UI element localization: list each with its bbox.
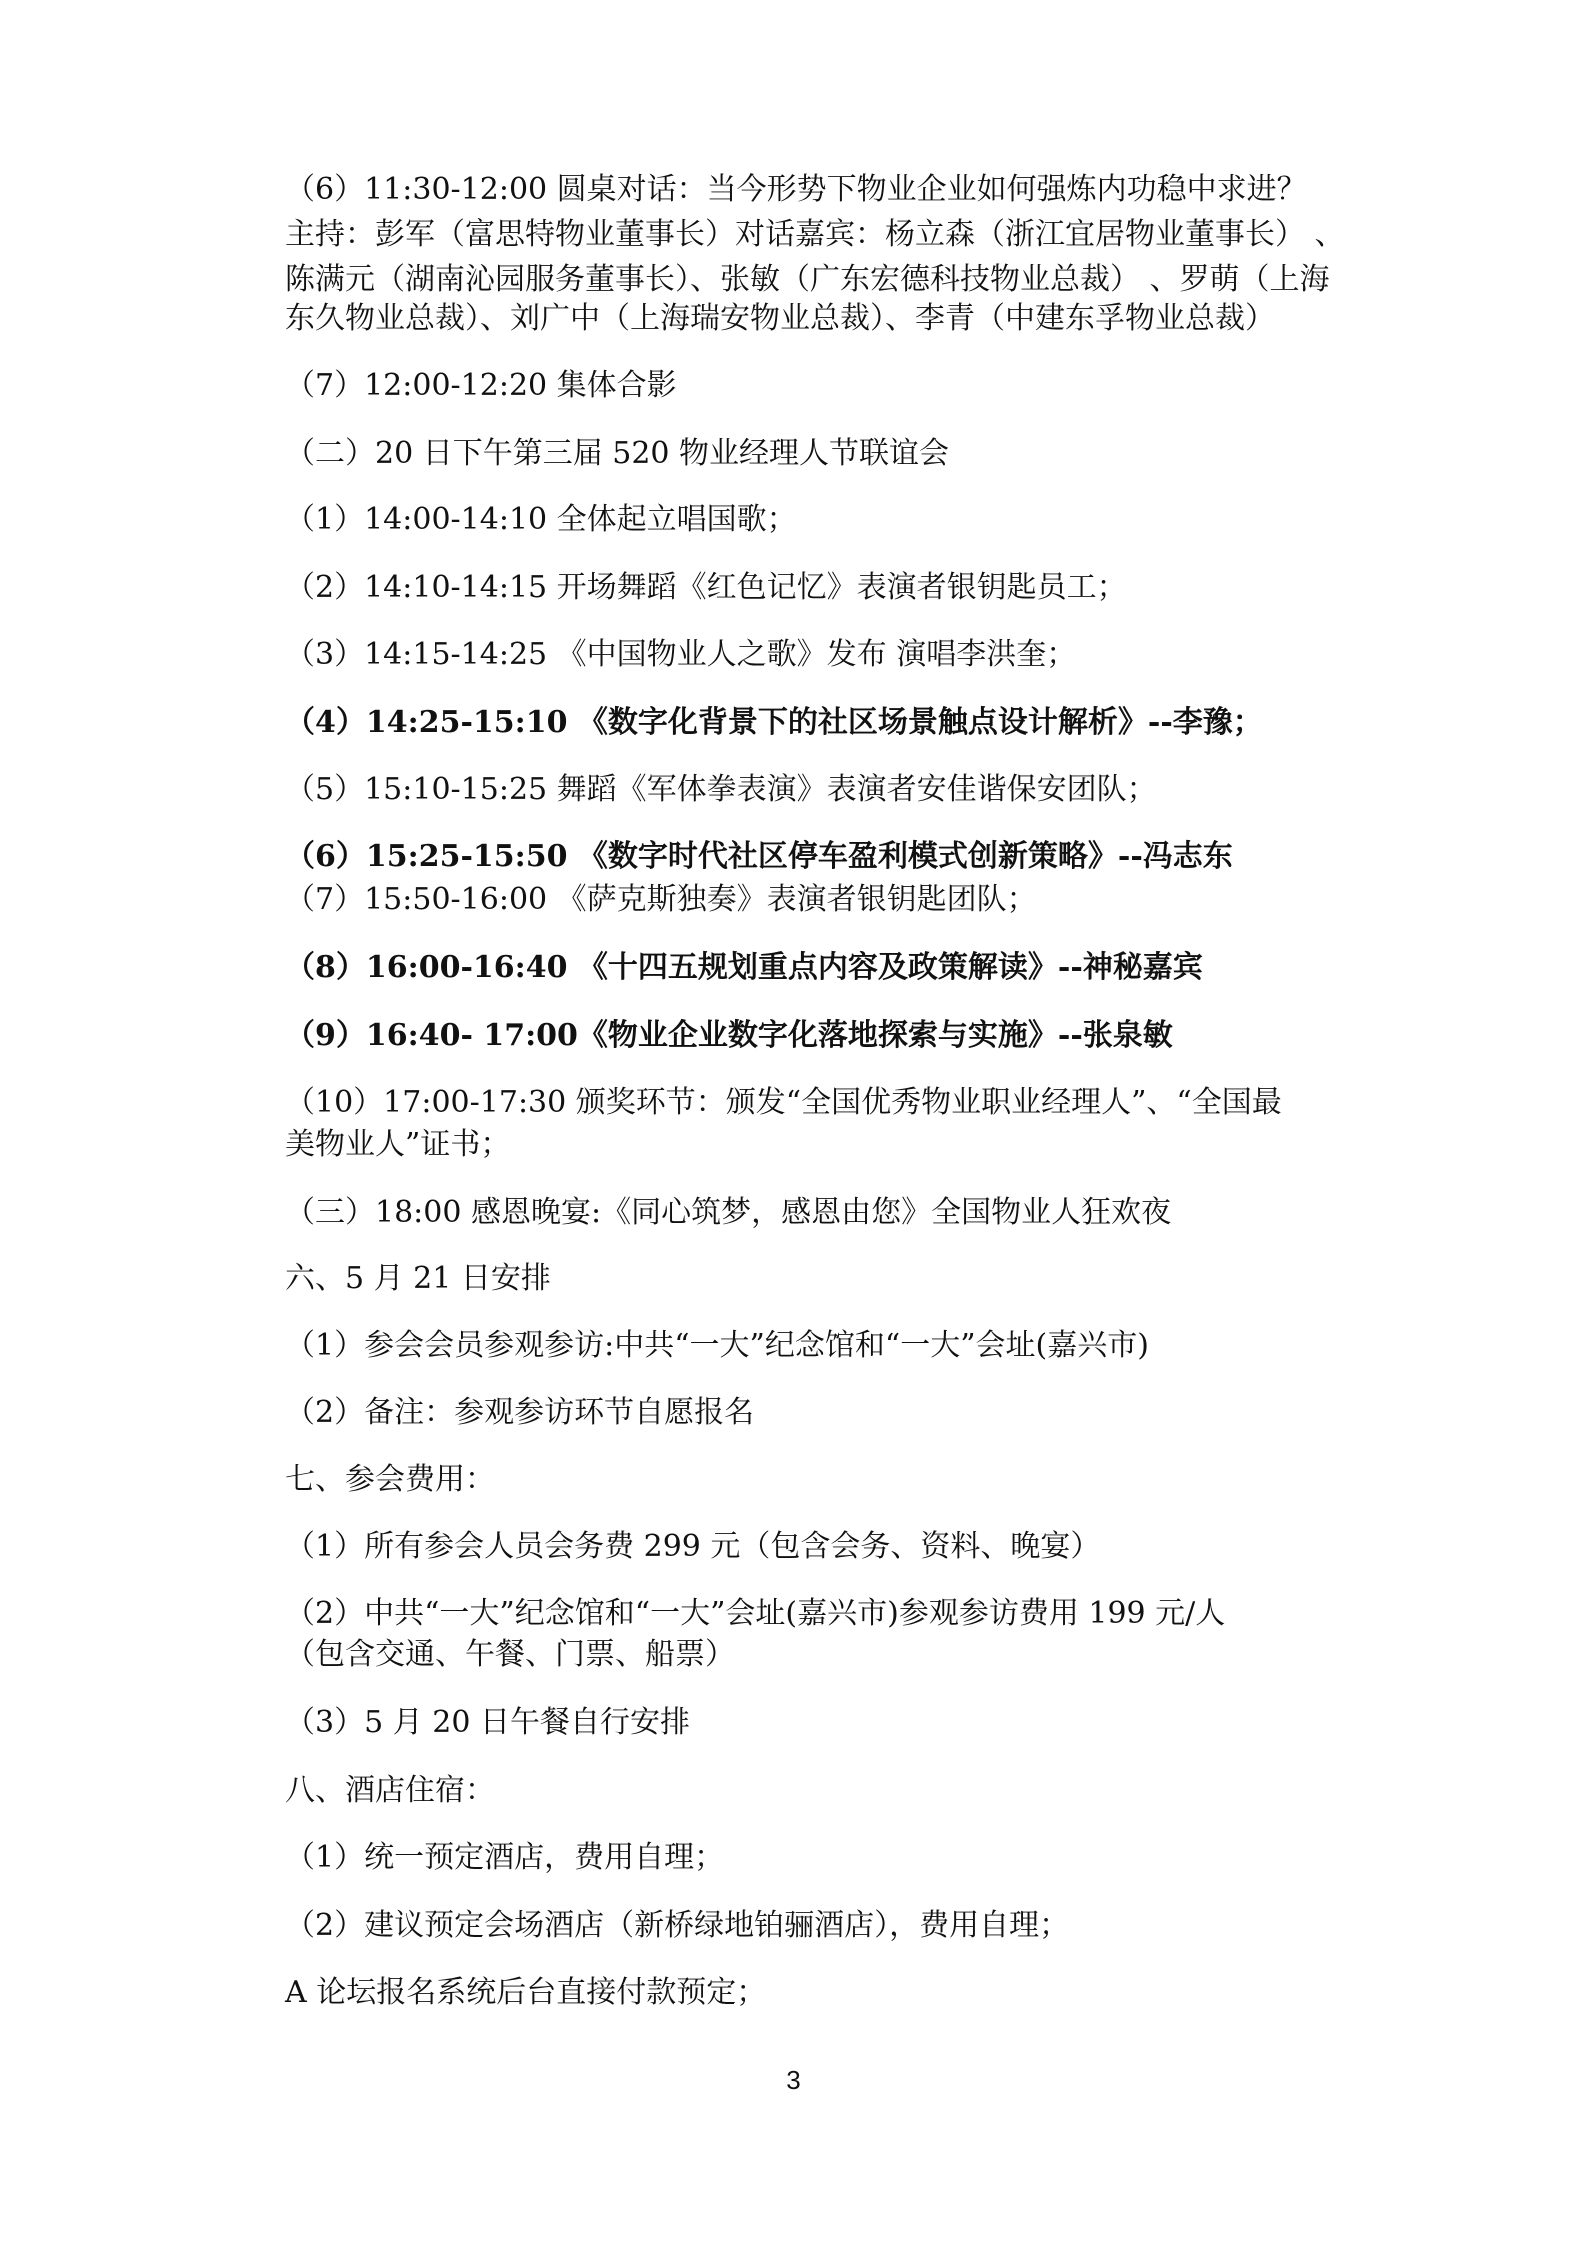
agenda-item-parking-talk: （6）15:25-15:50 《数字时代社区停车盈利模式创新策略》--冯志东 bbox=[285, 839, 1233, 874]
roundtable-guests-line: 陈满元（湖南沁园服务董事长）、张敏（广东宏德科技物业总裁） 、罗萌（上海 bbox=[285, 262, 1330, 297]
may21-item-note: （2）备注：参观参访环节自愿报名 bbox=[285, 1395, 755, 1430]
hotel-item-recommended: （2）建议预定会场酒店（新桥绿地铂骊酒店），费用自理； bbox=[285, 1908, 1070, 1943]
may21-item-visit: （1）参会会员参观参访:中共“一大”纪念馆和“一大”会址(嘉兴市) bbox=[285, 1328, 1149, 1363]
agenda-item-song: （3）14:15-14:25 《中国物业人之歌》发布 演唱李洪奎； bbox=[285, 637, 1077, 672]
agenda-item-roundtable: （6）11:30-12:00 圆桌对话：当今形势下物业企业如何强炼内功稳中求进？ bbox=[285, 172, 1307, 207]
section-heading-may21: 六、5 月 21 日安排 bbox=[285, 1261, 551, 1296]
fee-item-visit: （2）中共“一大”纪念馆和“一大”会址(嘉兴市)参观参访费用 199 元/人 bbox=[285, 1596, 1226, 1631]
roundtable-guests-line-2: 东久物业总裁）、刘广中（上海瑞安物业总裁）、李青（中建东孚物业总裁） bbox=[285, 301, 1275, 336]
section-heading-dinner: （三）18:00 感恩晚宴:《同心筑梦，感恩由您》全国物业人狂欢夜 bbox=[285, 1195, 1172, 1230]
agenda-item-digitalization-talk: （9）16:40- 17:00《物业企业数字化落地探索与实施》--张泉敏 bbox=[285, 1018, 1173, 1053]
agenda-item-group-photo: （7）12:00-12:20 集体合影 bbox=[285, 368, 677, 403]
roundtable-host-line: 主持：彭军（富思特物业董事长）对话嘉宾：杨立森（浙江宜居物业董事长） 、 bbox=[285, 217, 1345, 252]
agenda-item-digital-talk: （4）14:25-15:10 《数字化背景下的社区场景触点设计解析》--李豫； bbox=[285, 705, 1263, 740]
section-heading-afternoon: （二）20 日下午第三届 520 物业经理人节联谊会 bbox=[285, 436, 950, 471]
agenda-item-martial-show: （5）15:10-15:25 舞蹈《军体拳表演》表演者安佳谐保安团队； bbox=[285, 772, 1157, 807]
agenda-item-awards: （10）17:00-17:30 颁奖环节：颁发“全国优秀物业职业经理人”、“全国最 bbox=[285, 1085, 1282, 1120]
fee-item-lunch: （3）5 月 20 日午餐自行安排 bbox=[285, 1705, 690, 1740]
section-heading-hotel: 八、酒店住宿： bbox=[285, 1773, 495, 1808]
section-heading-fees: 七、参会费用： bbox=[285, 1462, 495, 1497]
agenda-item-anthem: （1）14:00-14:10 全体起立唱国歌； bbox=[285, 502, 797, 537]
hotel-item-unified: （1）统一预定酒店，费用自理； bbox=[285, 1840, 725, 1875]
fee-item-conference: （1）所有参会人员会务费 299 元（包含会务、资料、晚宴） bbox=[285, 1529, 1101, 1564]
hotel-item-a: A 论坛报名系统后台直接付款预定； bbox=[285, 1975, 767, 2010]
agenda-item-awards-cont: 美物业人”证书； bbox=[285, 1127, 511, 1162]
agenda-item-dance: （2）14:10-14:15 开场舞蹈《红色记忆》表演者银钥匙员工； bbox=[285, 570, 1127, 605]
page-number: 3 bbox=[786, 2065, 801, 2095]
agenda-item-sax-solo: （7）15:50-16:00 《萨克斯独奏》表演者银钥匙团队； bbox=[285, 882, 1037, 917]
fee-item-visit-cont: （包含交通、午餐、门票、船票） bbox=[285, 1637, 735, 1672]
agenda-item-policy-talk: （8）16:00-16:40 《十四五规划重点内容及政策解读》--神秘嘉宾 bbox=[285, 950, 1203, 985]
